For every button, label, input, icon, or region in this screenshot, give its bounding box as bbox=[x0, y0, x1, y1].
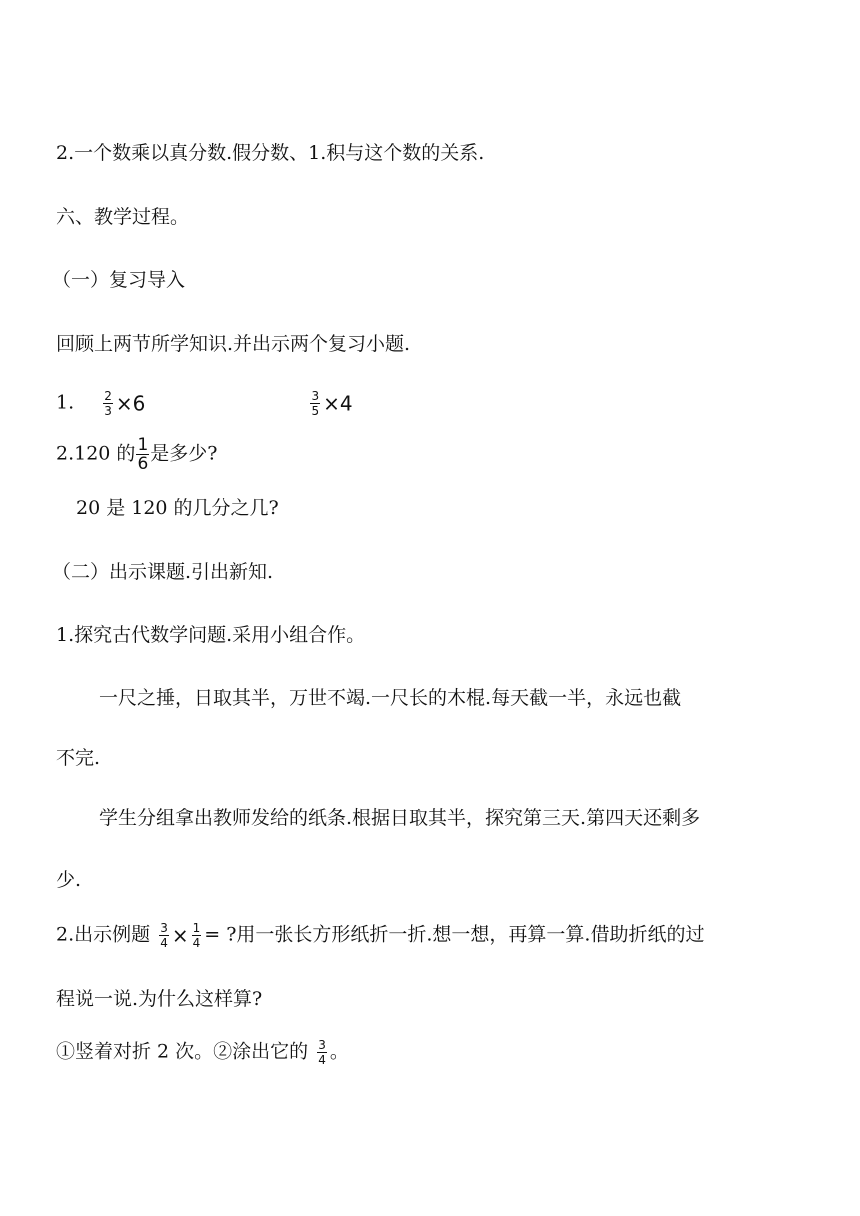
text-line: 回顾上两节所学知识.并出示两个复习小题. bbox=[56, 333, 411, 355]
text: 是多少? bbox=[150, 442, 218, 465]
review-question-1 bbox=[56, 390, 353, 417]
text-line: 少. bbox=[56, 869, 82, 891]
numerator: 3 bbox=[318, 1038, 326, 1052]
section-heading: 六、教学过程。 bbox=[56, 206, 190, 228]
fraction bbox=[159, 922, 169, 949]
fraction bbox=[317, 1039, 327, 1066]
text: = ?用一张长方形纸折一折.想一想，再算一算.借助折纸的过 bbox=[204, 923, 705, 946]
text: 2.120 的 bbox=[56, 442, 136, 465]
numerator: 1 bbox=[192, 921, 201, 935]
text: 。 bbox=[329, 1040, 349, 1063]
denominator: 5 bbox=[311, 404, 320, 418]
expression: ×6 bbox=[115, 391, 146, 416]
text: 2.出示例题 bbox=[56, 923, 151, 946]
fraction bbox=[310, 390, 320, 417]
numerator: 3 bbox=[311, 389, 320, 403]
fraction bbox=[136, 437, 149, 472]
denominator: 3 bbox=[104, 404, 112, 418]
text: ①竖着对折 2 次。②涂出它的 bbox=[56, 1040, 309, 1063]
fraction bbox=[103, 390, 113, 417]
denominator: 4 bbox=[160, 936, 168, 950]
numerator: 1 bbox=[137, 435, 149, 455]
denominator: 4 bbox=[192, 936, 201, 950]
denominator: 4 bbox=[318, 1053, 326, 1067]
expression: ×4 bbox=[323, 391, 353, 416]
text-line: 不完. bbox=[56, 747, 101, 769]
text-line: 一尺之捶，日取其半，万世不竭.一尺长的木棍.每天截一半，永远也截 bbox=[99, 687, 682, 709]
review-question-2 bbox=[56, 437, 217, 472]
text-line bbox=[56, 1039, 349, 1066]
item-number: 1. bbox=[56, 391, 75, 414]
subsection-heading: （二）出示课题.引出新知. bbox=[52, 561, 274, 583]
subsection-heading: （一）复习导入 bbox=[52, 269, 186, 291]
text-line: 程说一说.为什么这样算? bbox=[56, 988, 263, 1010]
text-line: 1.探究古代数学问题.采用小组合作。 bbox=[56, 624, 366, 646]
text-line: 学生分组拿出教师发给的纸条.根据日取其半，探究第三天.第四天还剩多 bbox=[99, 807, 701, 829]
fraction bbox=[192, 922, 202, 949]
example-line bbox=[56, 922, 704, 949]
denominator: 6 bbox=[137, 454, 149, 474]
text-line: 2.一个数乘以真分数.假分数、1.积与这个数的关系. bbox=[56, 142, 485, 164]
numerator: 2 bbox=[104, 389, 112, 403]
numerator: 3 bbox=[160, 921, 168, 935]
text-line: 20 是 120 的几分之几? bbox=[76, 497, 279, 519]
times-sign: × bbox=[171, 923, 189, 948]
